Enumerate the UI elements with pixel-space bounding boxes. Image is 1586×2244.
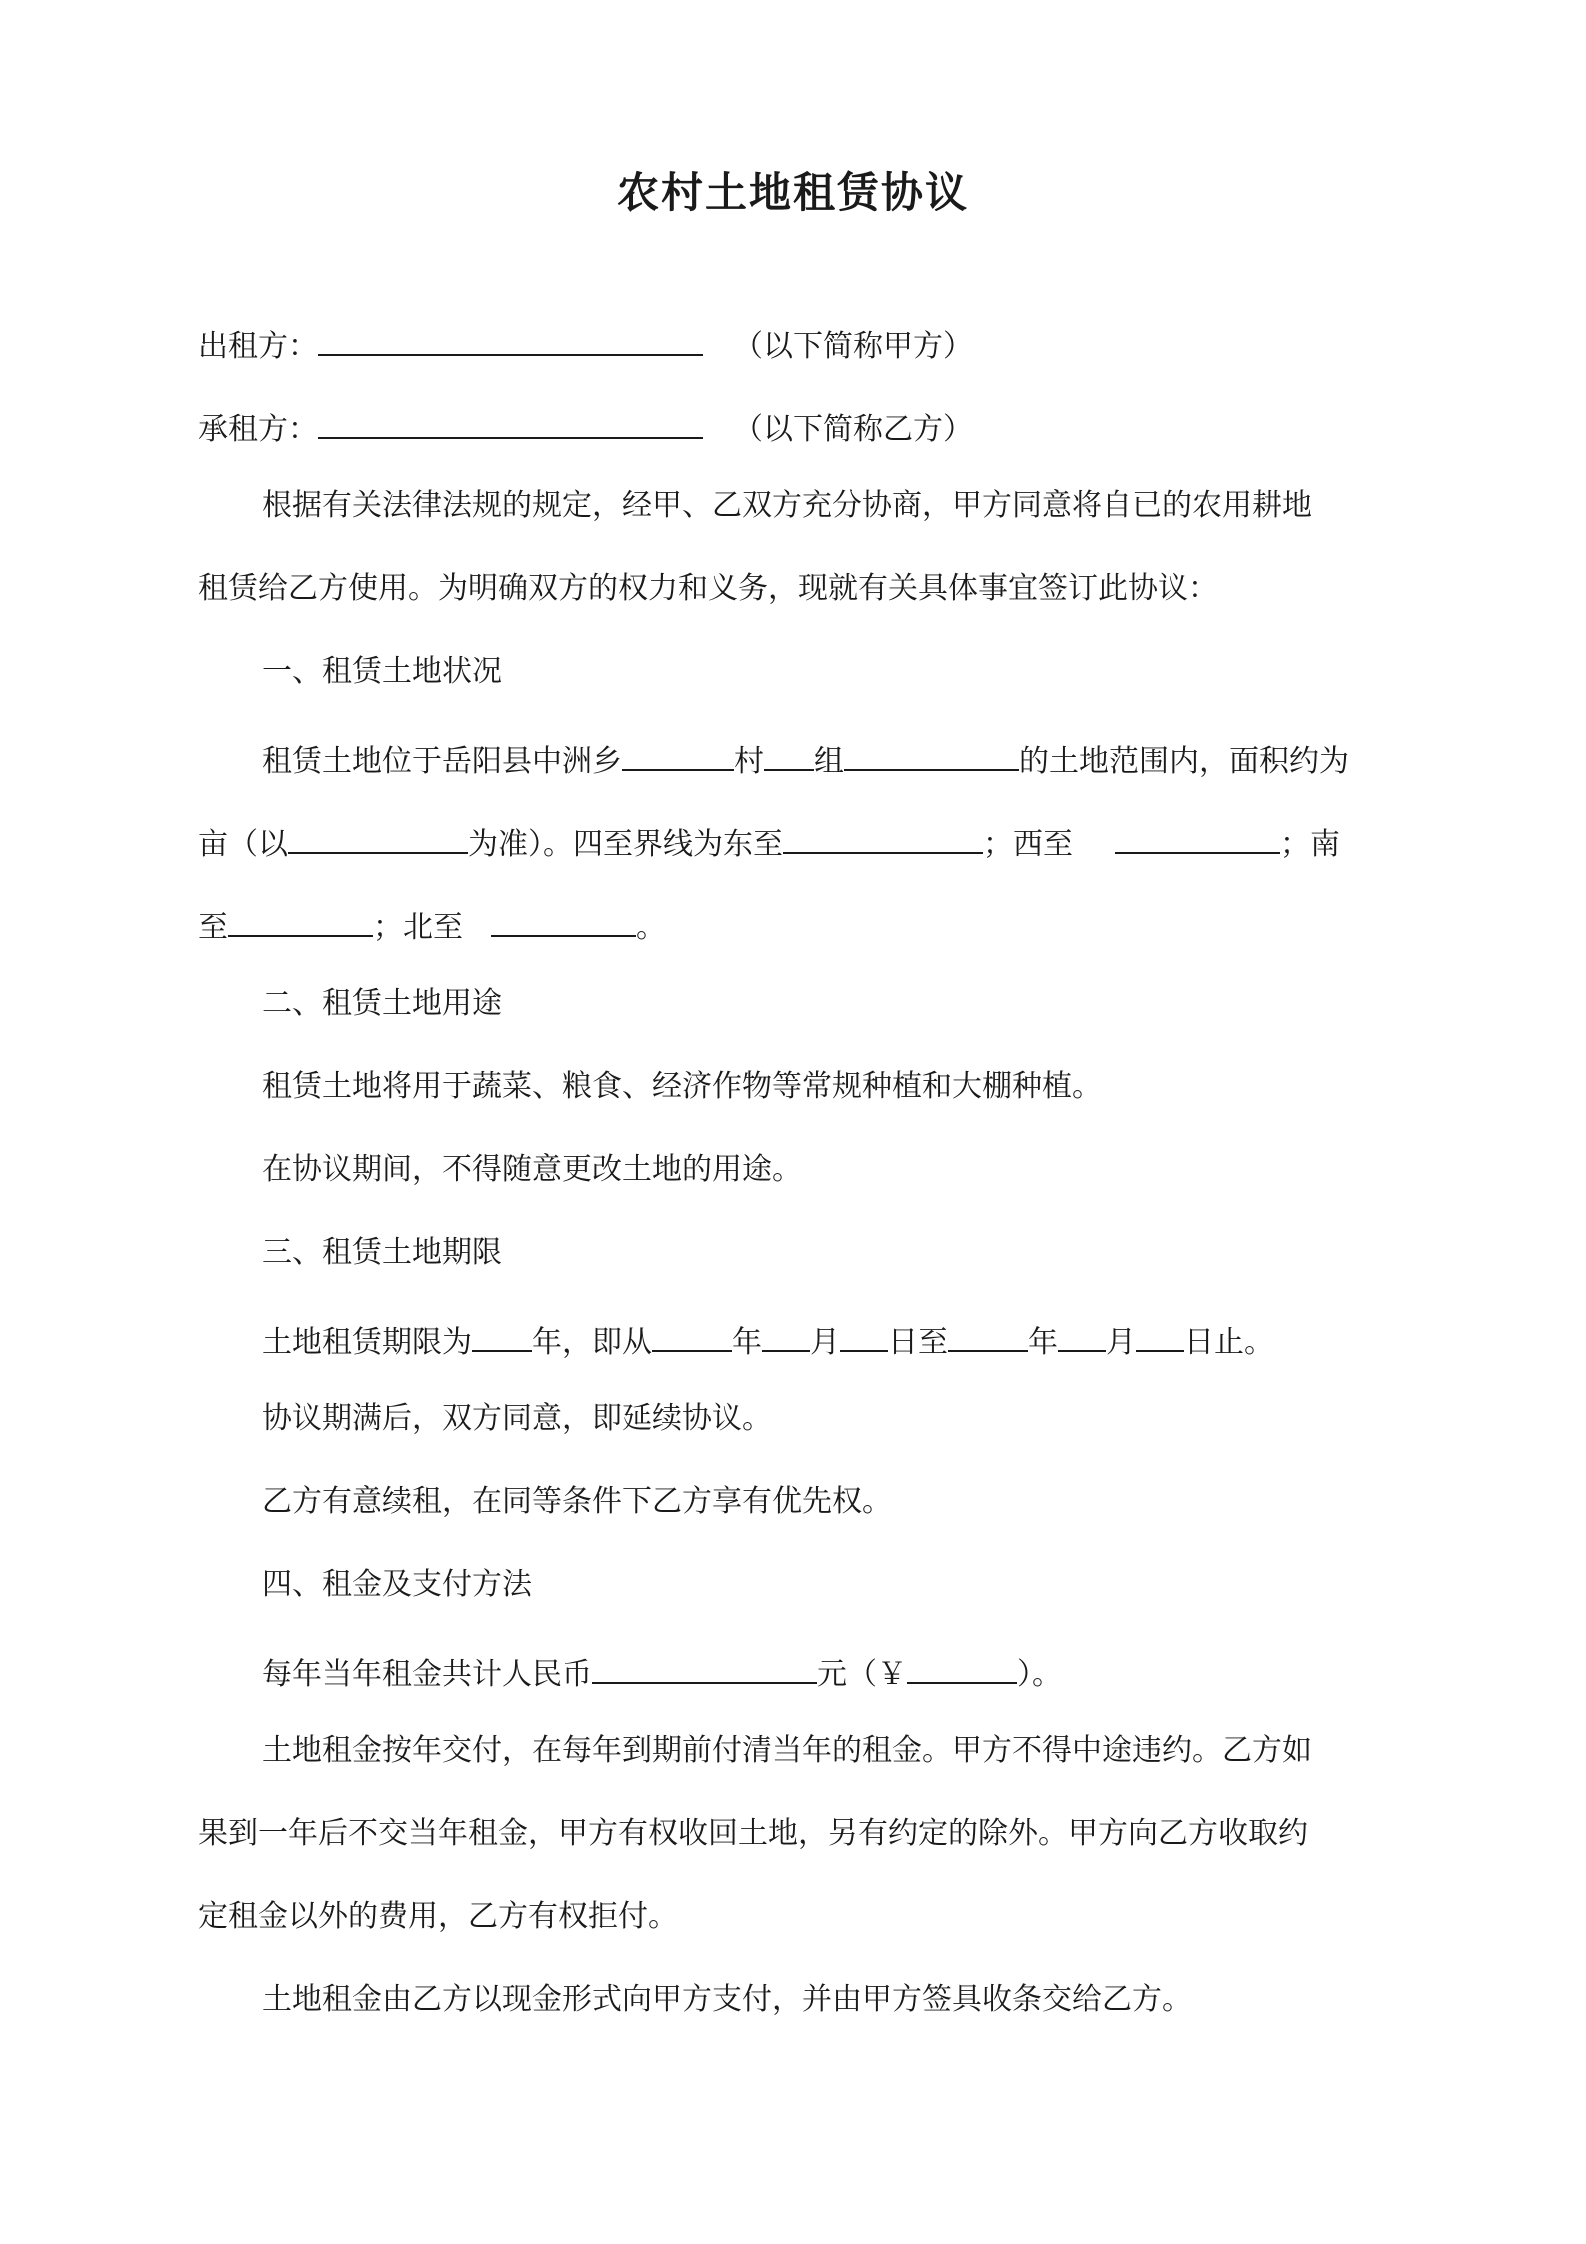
section-1-location-line [262,735,1462,782]
section-4-paragraph-2-line-2: 果到一年后不交当年租金，甲方有权收回土地，另有约定的除外。甲方向乙方收取约 [198,1816,1308,1851]
section-3-paragraph-2: 协议期满后，双方同意，即延续协议。 [262,1401,772,1436]
preamble-line-2: 租赁给乙方使用。为明确双方的权力和义务，现就有关具体事宜签订此协议： [198,571,1218,606]
start-year-label: 年 [732,1325,762,1360]
section-2-paragraph-1: 租赁土地将用于蔬菜、粮食、经济作物等常规种植和大棚种植。 [262,1069,1102,1104]
east-boundary-blank[interactable] [783,818,983,854]
term-text: 土地租赁期限为 [262,1325,472,1360]
mu-text: 亩（以 [198,827,288,862]
end-year-label: 年 [1028,1325,1058,1360]
section-4-rent-line [262,1648,1462,1695]
end-day-blank[interactable] [1136,1316,1184,1352]
yuan-text: 元（￥ [817,1657,907,1692]
preamble-line-1: 根据有关法律法规的规定，经甲、乙双方充分协商，甲方同意将自已的农用耕地 [262,488,1312,523]
period-mark: 。 [636,910,666,945]
group-label: 组 [814,744,844,779]
end-day-label: 日止。 [1184,1325,1274,1360]
document-title: 农村土地租赁协议 [616,168,969,217]
section-4-paragraph-2-line-1: 土地租金按年交付，在每年到期前付清当年的租金。甲方不得中途违约。乙方如 [262,1733,1312,1768]
start-month-label: 月 [810,1325,840,1360]
from-text: 年，即从 [532,1325,652,1360]
rent-text: 每年当年租金共计人民币 [262,1657,592,1692]
west-boundary-blank[interactable] [1115,818,1280,854]
south-boundary-label: ；南 [1280,827,1340,862]
rent-amount-words-blank[interactable] [592,1648,817,1684]
section-1-boundary-line [198,818,1398,865]
group-blank[interactable] [764,735,814,771]
start-month-blank[interactable] [762,1316,810,1352]
section-4-paragraph-3: 土地租金由乙方以现金形式向甲方支付，并由甲方签具收条交给乙方。 [262,1982,1192,2017]
section-1-boundary-line-2 [198,901,1398,948]
rent-amount-figure-blank[interactable] [907,1648,1017,1684]
section-2-heading: 二、租赁土地用途 [262,986,502,1021]
village-label: 村 [734,744,764,779]
section-3-term-line [262,1316,1462,1363]
measure-basis-blank[interactable] [288,818,468,854]
start-day-blank[interactable] [840,1316,888,1352]
land-area-blank[interactable] [844,735,1019,771]
west-boundary-label: ；西至 [983,827,1073,862]
lessee-line [198,403,1398,450]
section-3-heading: 三、租赁土地期限 [262,1235,502,1270]
north-boundary-label: ；北至 [373,910,463,945]
lessee-label: 承租方： [198,412,318,447]
lessor-label: 出租方： [198,329,318,364]
section-3-paragraph-3: 乙方有意续租，在同等条件下乙方享有优先权。 [262,1484,892,1519]
end-month-blank[interactable] [1058,1316,1106,1352]
lessor-name-blank[interactable] [318,320,703,356]
to-text: 日至 [888,1325,948,1360]
lessee-note: （以下简称乙方） [733,412,973,447]
south-boundary-blank[interactable] [228,901,373,937]
rent-close-text: ）。 [1017,1657,1062,1692]
lessor-line [198,320,1398,367]
end-year-blank[interactable] [948,1316,1028,1352]
north-boundary-blank[interactable] [491,901,636,937]
section-4-heading: 四、租金及支付方法 [262,1567,532,1602]
section-4-paragraph-2-line-3: 定租金以外的费用，乙方有权拒付。 [198,1899,678,1934]
section-2-paragraph-2: 在协议期间，不得随意更改土地的用途。 [262,1152,802,1187]
section-1-heading: 一、租赁土地状况 [262,654,502,689]
area-text: 的土地范围内，面积约为 [1019,744,1349,779]
lessor-note: （以下简称甲方） [733,329,973,364]
village-blank[interactable] [622,735,734,771]
start-year-blank[interactable] [652,1316,732,1352]
end-month-label: 月 [1106,1325,1136,1360]
east-boundary-label: 为准）。四至界线为东至 [468,827,783,862]
term-years-blank[interactable] [472,1316,532,1352]
location-text: 租赁土地位于岳阳县中洲乡 [262,744,622,779]
south-boundary-label-cont: 至 [198,910,228,945]
lessee-name-blank[interactable] [318,403,703,439]
